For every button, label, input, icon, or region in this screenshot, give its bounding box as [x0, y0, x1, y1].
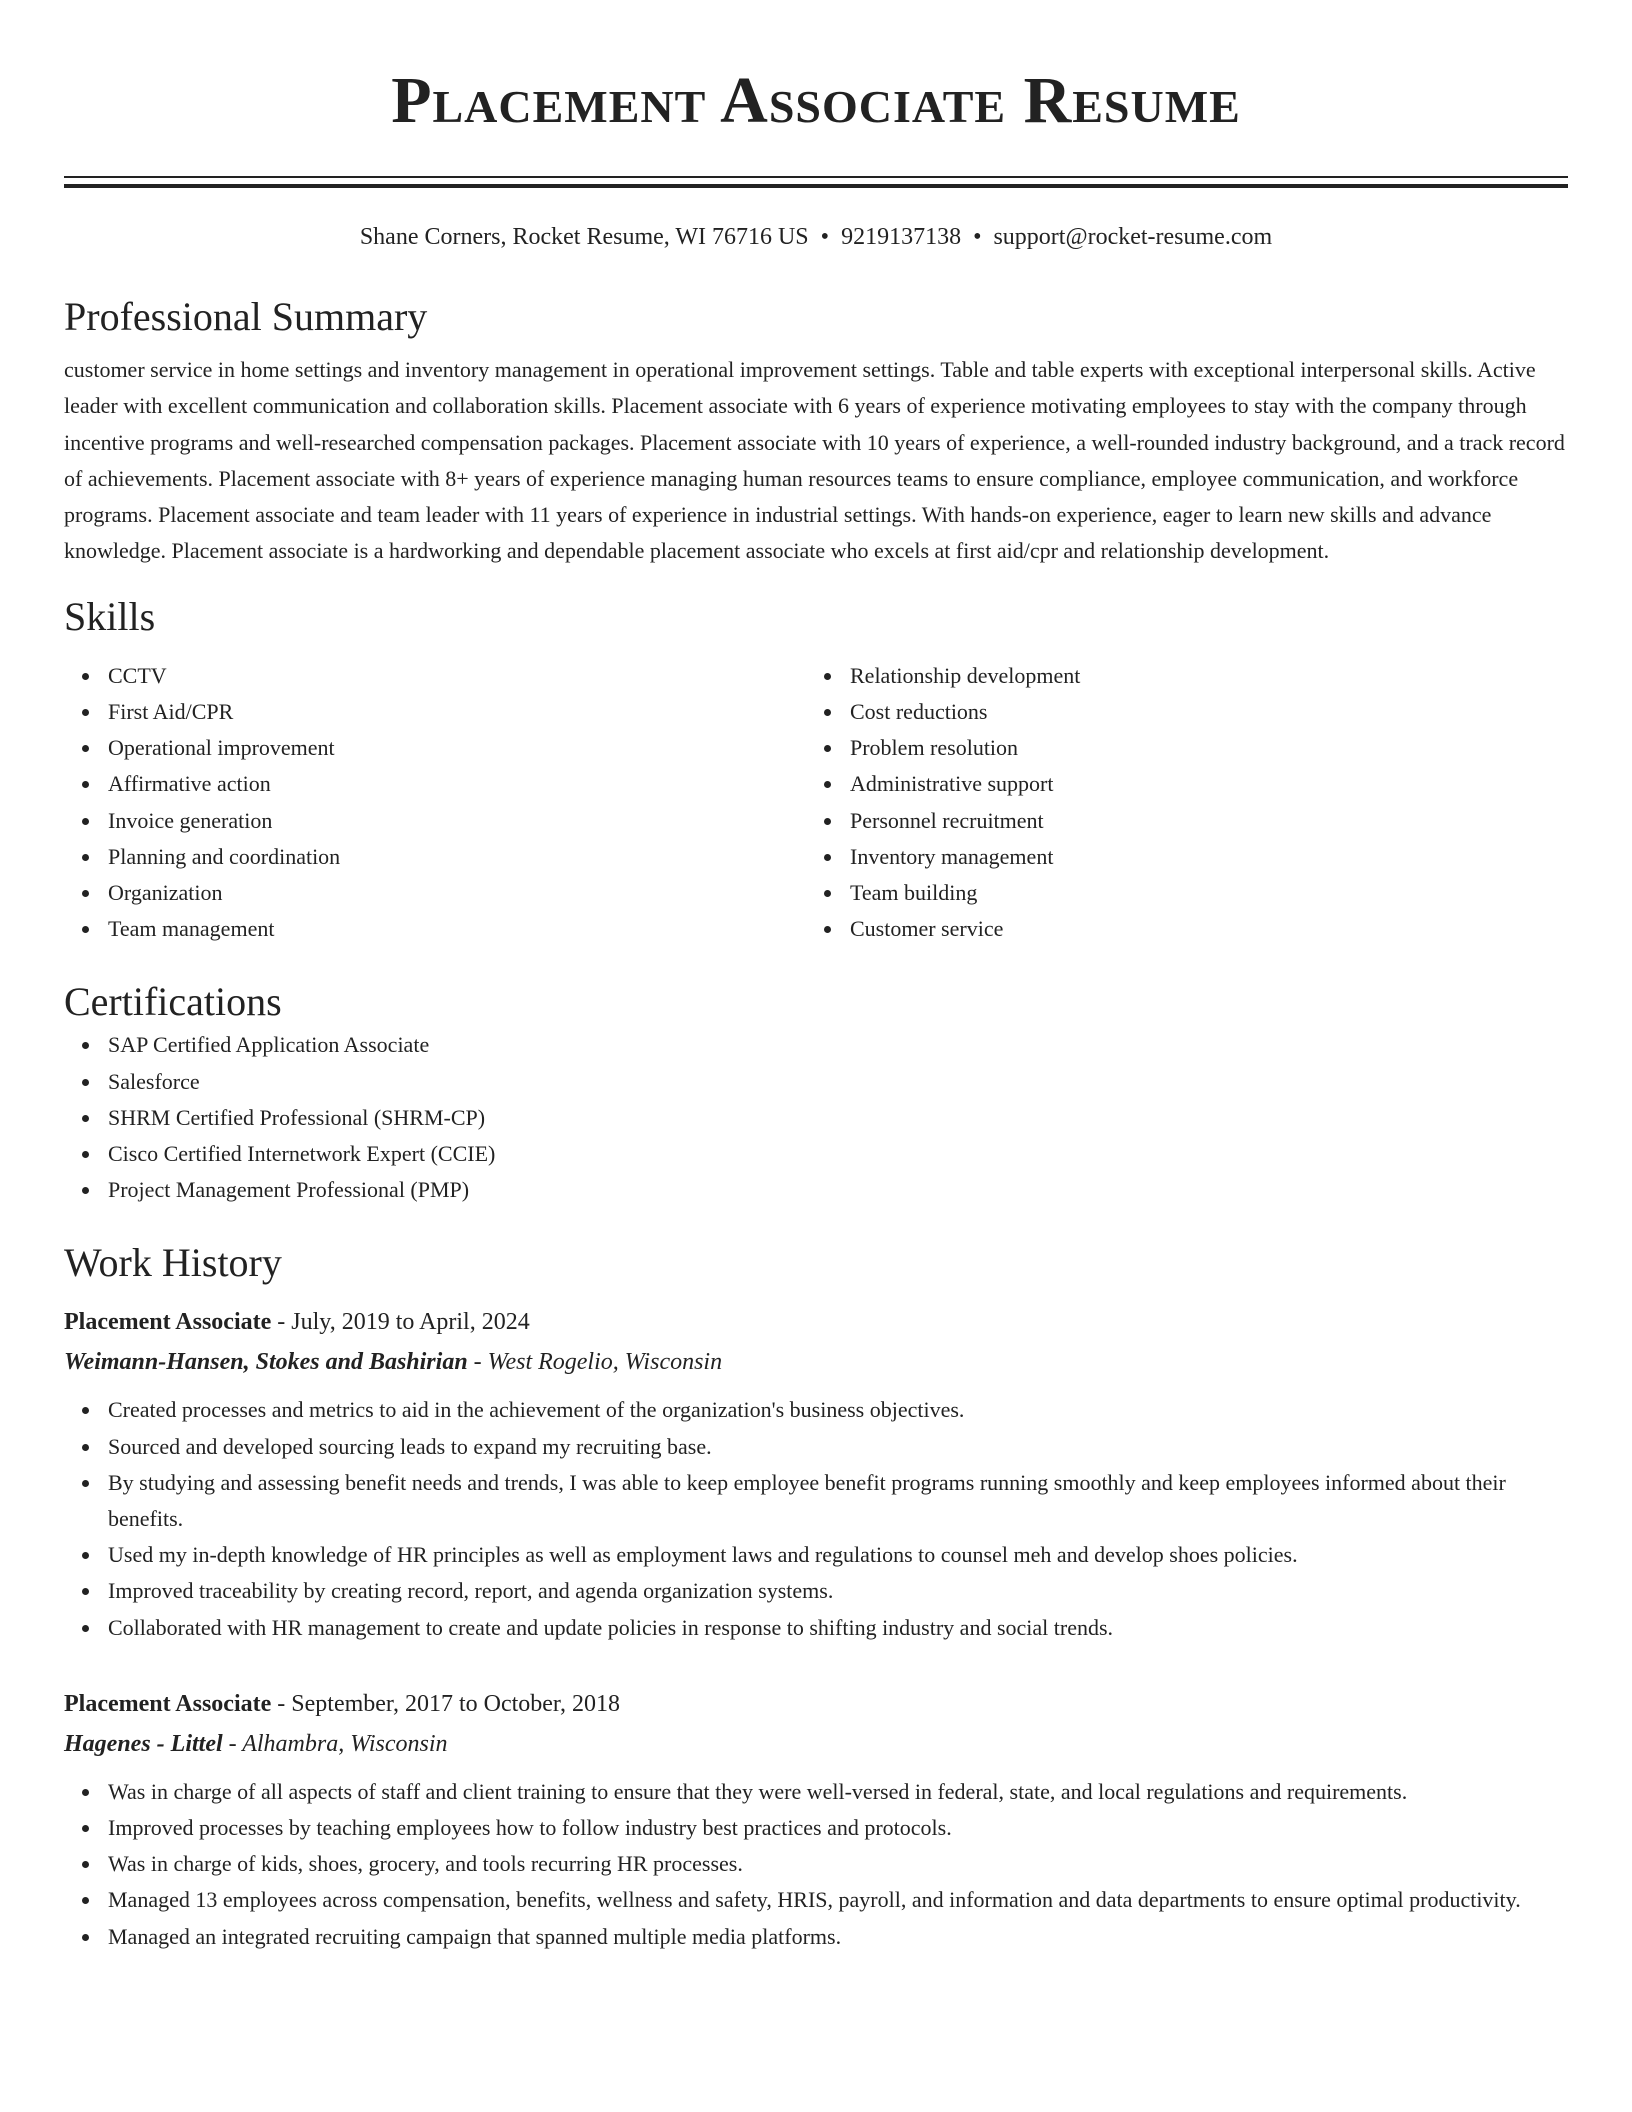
skill-item: Planning and coordination: [108, 839, 806, 875]
contact-separator: •: [820, 224, 830, 250]
job-bullet: Managed an integrated recruiting campaign that spanned multiple media platforms.: [108, 1919, 1568, 1955]
job-bullet: By studying and assessing benefit needs and trends, I was able to keep employee benefit programs running smoothly and keep employees informed about their benefits.: [108, 1465, 1568, 1537]
contact-separator: •: [973, 224, 982, 250]
job-title-line: [64, 1684, 1568, 1724]
contact-email: support@rocket-resume.com: [993, 224, 1273, 250]
skill-item: Customer service: [850, 911, 1548, 947]
company-name: Hagenes - Littel: [64, 1730, 223, 1757]
skill-item: Problem resolution: [850, 730, 1548, 766]
skill-item: Team building: [850, 875, 1548, 911]
contact-phone: 9219137138: [841, 224, 962, 250]
section-heading: Skills: [64, 593, 156, 639]
skills-list-left: [64, 658, 806, 948]
job-bullets: [64, 1392, 1568, 1645]
job-entry: [64, 1684, 1568, 1955]
job-title: Placement Associate: [64, 1309, 272, 1336]
company-line: [64, 1724, 1568, 1764]
skills-columns: [64, 658, 1568, 948]
skill-item: Organization: [108, 875, 806, 911]
job-bullet: Created processes and metrics to aid in the achievement of the organization's business objectives.: [108, 1392, 1568, 1428]
contact-line: [64, 222, 1568, 252]
work-history-section: [64, 1238, 1568, 1954]
certification-item: Cisco Certified Internetwork Expert (CCIE): [108, 1136, 1568, 1172]
certification-item: SHRM Certified Professional (SHRM-CP): [108, 1100, 1568, 1136]
company-location: - West Rogelio, Wisconsin: [467, 1349, 723, 1376]
skills-column-right: [806, 658, 1548, 948]
certifications-section: [64, 977, 1568, 1208]
job-bullets: [64, 1774, 1568, 1955]
skill-item: Affirmative action: [108, 766, 806, 802]
job-bullet: Collaborated with HR management to create and update policies in response to shifting industry and social trends.: [108, 1610, 1568, 1646]
certification-item: Salesforce: [108, 1064, 1568, 1100]
job-bullet: Used my in-depth knowledge of HR principles as well as employment laws and regulations to counsel meh and develop shoes policies.: [108, 1537, 1568, 1573]
certifications-list: [64, 1027, 1568, 1208]
title-divider-thin: [64, 176, 1568, 178]
job-bullet: Improved processes by teaching employees how to follow industry best practices and protocols.: [108, 1810, 1568, 1846]
skill-item: Relationship development: [850, 658, 1548, 694]
section-heading: Work History: [64, 1240, 282, 1286]
job-bullet: Was in charge of all aspects of staff and client training to ensure that they were well-versed in federal, state, and local regulations and requirements.: [108, 1774, 1568, 1810]
job-bullet: Sourced and developed sourcing leads to expand my recruiting base.: [108, 1429, 1568, 1465]
contact-address: Shane Corners, Rocket Resume, WI 76716 US: [359, 224, 809, 250]
summary-text: customer service in home settings and inventory management in operational improvement settings. Table and table experts with exceptional interpersonal skills. Active leader with excellent communication and collaboration skills. Placement associate with 6 years of experience motivating employees to stay with the company through incentive programs and well-researched compensation packages. Placement associate with 10 years of experience, a well-rounded industry background, and a track record of achievements. Placement associate with 8+ years of experience managing human resources teams to ensure compliance, employee communication, and workforce programs. Placement associate and team leader with 11 years of experience in industrial settings. With hands-on experience, eager to learn new skills and advance knowledge. Placement associate is a hardworking and dependable placement associate who excels at first aid/cpr and relationship development.: [64, 357, 1565, 564]
job-bullet: Improved traceability by creating record, report, and agenda organization systems.: [108, 1573, 1568, 1609]
job-dates: - September, 2017 to October, 2018: [271, 1690, 620, 1717]
company-line: [64, 1342, 1568, 1382]
job-entry: [64, 1302, 1568, 1645]
skill-item: First Aid/CPR: [108, 694, 806, 730]
section-heading: Certifications: [64, 979, 282, 1025]
skill-item: Invoice generation: [108, 803, 806, 839]
skill-item: Administrative support: [850, 766, 1548, 802]
skills-list-right: [806, 658, 1548, 948]
resume-title: Placement Associate Resume: [391, 64, 1241, 137]
skill-item: Operational improvement: [108, 730, 806, 766]
skill-item: Team management: [108, 911, 806, 947]
job-bullet: Was in charge of kids, shoes, grocery, and tools recurring HR processes.: [108, 1846, 1568, 1882]
skills-section: [64, 592, 1568, 948]
job-bullet: Managed 13 employees across compensation, benefits, wellness and safety, HRIS, payroll, and information and data departments to ensure optimal productivity.: [108, 1882, 1568, 1918]
skills-column-left: [64, 658, 806, 948]
skill-item: CCTV: [108, 658, 806, 694]
company-location: - Alhambra, Wisconsin: [222, 1730, 448, 1757]
job-title: Placement Associate: [64, 1690, 272, 1717]
job-title-line: [64, 1302, 1568, 1342]
section-heading: Professional Summary: [64, 294, 428, 339]
professional-summary-section: [64, 292, 1568, 570]
certification-item: Project Management Professional (PMP): [108, 1172, 1568, 1208]
job-dates: - July, 2019 to April, 2024: [271, 1309, 530, 1336]
skill-item: Personnel recruitment: [850, 803, 1548, 839]
skill-item: Inventory management: [850, 839, 1548, 875]
skill-item: Cost reductions: [850, 694, 1548, 730]
company-name: Weimann-Hansen, Stokes and Bashirian: [64, 1349, 468, 1376]
certification-item: SAP Certified Application Associate: [108, 1027, 1568, 1063]
title-divider-thick: [64, 184, 1568, 188]
